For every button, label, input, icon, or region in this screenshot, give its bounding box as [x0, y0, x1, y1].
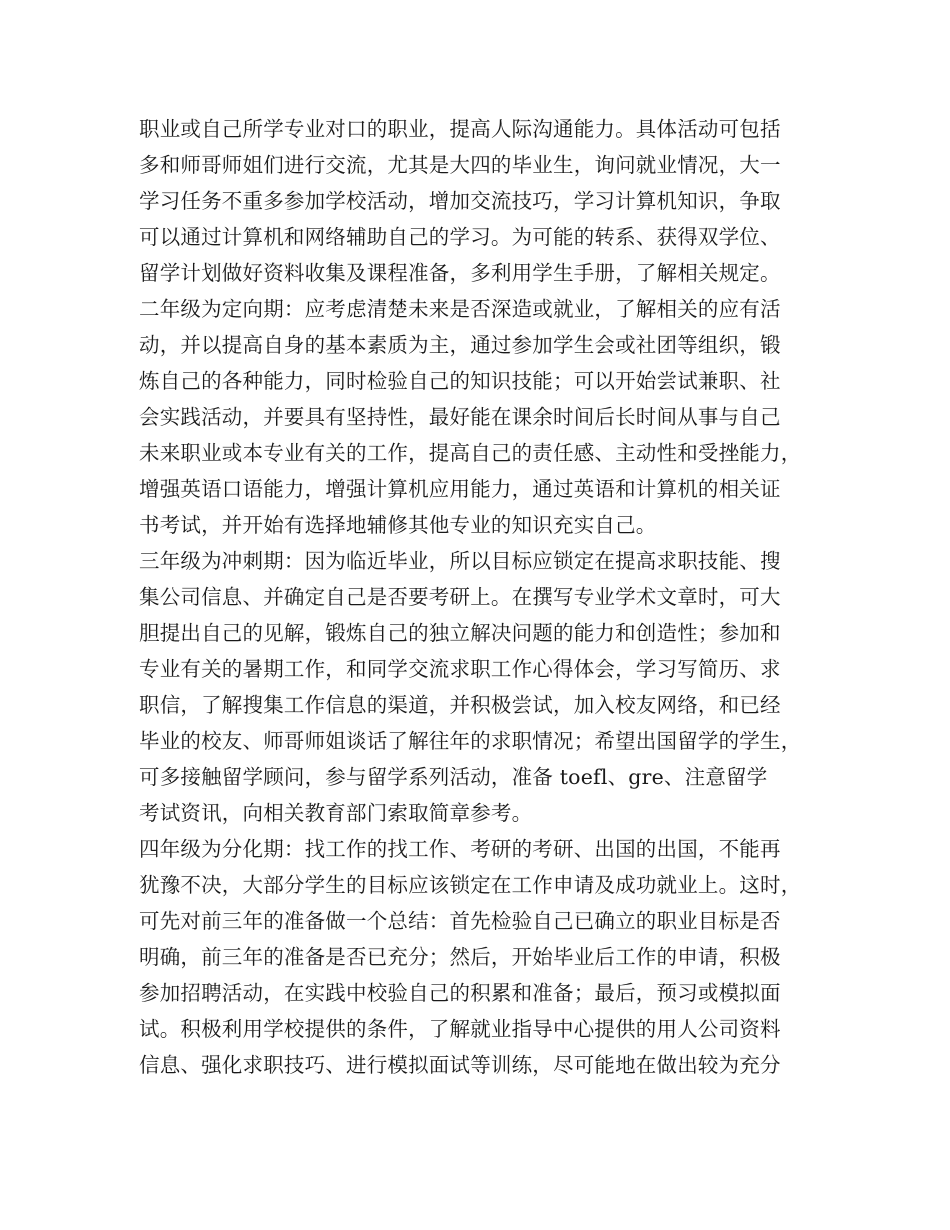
- text-line: 毕业的校友、师哥师姐谈话了解往年的求职情况；希望出国留学的学生，: [139, 729, 802, 753]
- text-line: 动，并以提高自身的基本素质为主，通过参加学生会或社团等组织，锻: [139, 333, 781, 357]
- text-line: 未来职业或本专业有关的工作，提高自己的责任感、主动性和受挫能力，: [139, 441, 802, 465]
- text-line: 职信，了解搜集工作信息的渠道，并积极尝试，加入校友网络，和已经: [139, 693, 781, 717]
- text-line: 可先对前三年的准备做一个总结：首先检验自己已确立的职业目标是否: [139, 909, 781, 933]
- text-line: 考试资讯，向相关教育部门索取简章参考。: [139, 801, 533, 825]
- text-line: 多和师哥师姐们进行交流，尤其是大四的毕业生，询问就业情况，大一: [139, 153, 781, 177]
- text-line: 专业有关的暑期工作，和同学交流求职工作心得体会，学习写简历、求: [139, 657, 781, 681]
- text-line: 三年级为冲刺期：因为临近毕业，所以目标应锁定在提高求职技能、搜: [139, 549, 781, 573]
- text-line: 信息、强化求职技巧、进行模拟面试等训练，尽可能地在做出较为充分: [139, 1053, 781, 1077]
- document-body-text: [139, 111, 829, 1083]
- text-line: 炼自己的各种能力，同时检验自己的知识技能；可以开始尝试兼职、社: [139, 369, 781, 393]
- text-line: 集公司信息、并确定自己是否要考研上。在撰写专业学术文章时，可大: [139, 585, 781, 609]
- text-line: 参加招聘活动，在实践中校验自己的积累和准备；最后，预习或模拟面: [139, 981, 781, 1005]
- text-line: 可多接触留学顾问，参与留学系列活动，准备 toefl、gre、注意留学: [139, 765, 768, 789]
- text-line: 胆提出自己的见解，锻炼自己的独立解决问题的能力和创造性；参加和: [139, 621, 781, 645]
- text-line: 犹豫不决，大部分学生的目标应该锁定在工作申请及成功就业上。这时，: [139, 873, 802, 897]
- text-line: 书考试，并开始有选择地辅修其他专业的知识充实自己。: [139, 513, 657, 537]
- text-line: 试。积极利用学校提供的条件，了解就业指导中心提供的用人公司资料: [139, 1017, 781, 1041]
- text-line: 会实践活动，并要具有坚持性，最好能在课余时间后长时间从事与自己: [139, 405, 781, 429]
- text-line: 职业或自己所学专业对口的职业，提高人际沟通能力。具体活动可包括: [139, 117, 781, 141]
- text-line: 四年级为分化期：找工作的找工作、考研的考研、出国的出国，不能再: [139, 837, 781, 861]
- text-line: 学习任务不重多参加学校活动，增加交流技巧，学习计算机知识，争取: [139, 189, 781, 213]
- text-line: 增强英语口语能力，增强计算机应用能力，通过英语和计算机的相关证: [139, 477, 781, 501]
- text-line: 留学计划做好资料收集及课程准备，多利用学生手册，了解相关规定。: [139, 261, 781, 285]
- text-line: 明确，前三年的准备是否已充分；然后，开始毕业后工作的申请，积极: [139, 945, 781, 969]
- text-line: 二年级为定向期：应考虑清楚未来是否深造或就业，了解相关的应有活: [139, 297, 781, 321]
- text-line: 可以通过计算机和网络辅助自己的学习。为可能的转系、获得双学位、: [139, 225, 781, 249]
